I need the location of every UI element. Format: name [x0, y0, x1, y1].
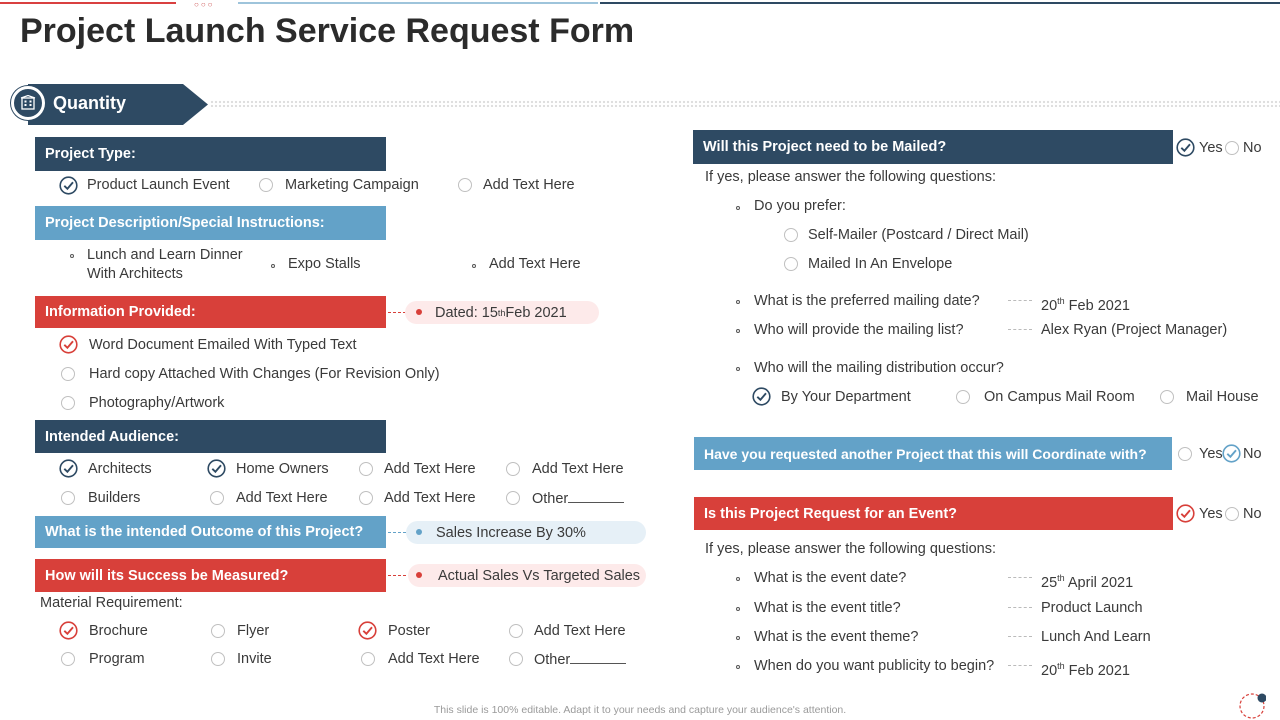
event-answer-suffix: April 2021	[1064, 574, 1134, 591]
material-option: Add Text Here	[388, 651, 480, 667]
bullet	[736, 300, 740, 304]
check-icon[interactable]	[59, 335, 78, 354]
prefer-question: Do you prefer:	[754, 198, 846, 214]
check-icon[interactable]	[1222, 444, 1241, 463]
outcome-header: What is the intended Outcome of this Project?	[35, 516, 386, 548]
check-icon[interactable]	[59, 621, 78, 640]
other-blank-line[interactable]	[568, 489, 624, 503]
description-item-3: Add Text Here	[489, 256, 581, 272]
top-dots-decoration: ○○○	[194, 0, 215, 9]
top-accent-blue	[238, 2, 598, 4]
dotted-divider	[210, 100, 1280, 107]
check-icon[interactable]	[752, 387, 771, 406]
mailing-list-question: Who will provide the mailing list?	[754, 322, 964, 338]
distribution-option-1: By Your Department	[781, 389, 911, 405]
radio-button[interactable]	[61, 491, 75, 505]
event-question: What is the event date?	[754, 570, 907, 586]
audience-option: Architects	[88, 461, 152, 477]
connector-dot	[416, 529, 422, 535]
connector-dot	[416, 572, 422, 578]
radio-button[interactable]	[506, 491, 520, 505]
radio-button[interactable]	[458, 178, 472, 192]
bullet	[70, 254, 74, 258]
connector-line	[1008, 577, 1032, 578]
audience-other-label: Other	[532, 491, 569, 507]
radio-button[interactable]	[359, 491, 373, 505]
event-answer	[1041, 657, 1130, 680]
project-type-header: Project Type:	[35, 137, 386, 171]
connector-line	[1008, 636, 1032, 637]
radio-button[interactable]	[784, 257, 798, 271]
audience-option: Home Owners	[236, 461, 329, 477]
material-option: Add Text Here	[534, 623, 626, 639]
event-answer-sup: th	[1057, 573, 1065, 583]
check-icon[interactable]	[59, 176, 78, 195]
intended-audience-header: Intended Audience:	[35, 420, 386, 453]
radio-button[interactable]	[259, 178, 273, 192]
other-blank-line[interactable]	[570, 650, 626, 664]
bullet	[271, 264, 275, 268]
building-icon	[11, 86, 45, 120]
audience-option: Add Text Here	[384, 461, 476, 477]
check-icon[interactable]	[1176, 504, 1195, 523]
event-intro: If yes, please answer the following questions:	[705, 541, 996, 557]
coordinate-yes-label: Yes	[1199, 446, 1223, 462]
radio-button[interactable]	[61, 652, 75, 666]
bullet	[736, 329, 740, 333]
radio-button[interactable]	[1160, 390, 1174, 404]
distribution-question: Who will the mailing distribution occur?	[754, 360, 1004, 376]
page-title: Project Launch Service Request Form	[20, 12, 635, 50]
description-item-1-line-1: Lunch and Learn Dinner	[87, 247, 243, 263]
quantity-banner-label: Quantity	[53, 93, 127, 113]
description-header: Project Description/Special Instructions:	[35, 206, 386, 240]
success-measured-header: How will its Success be Measured?	[35, 559, 386, 592]
radio-button[interactable]	[1225, 507, 1239, 521]
mailing-date-suffix: Feb 2021	[1064, 297, 1130, 314]
check-icon[interactable]	[207, 459, 226, 478]
radio-button[interactable]	[506, 462, 520, 476]
coordinate-no-label: No	[1243, 446, 1262, 462]
mailed-intro: If yes, please answer the following questions:	[705, 169, 996, 185]
bullet	[736, 206, 740, 210]
material-option: Flyer	[237, 623, 270, 639]
bullet	[736, 607, 740, 611]
dated-prefix: Dated: 15	[435, 304, 498, 321]
distribution-option-3: Mail House	[1186, 389, 1259, 405]
event-question: When do you want publicity to begin?	[754, 658, 995, 674]
prefer-option-2: Mailed In An Envelope	[808, 256, 953, 272]
audience-option: Add Text Here	[236, 490, 328, 506]
outcome-value-pill: Sales Increase By 30%	[406, 521, 646, 544]
description-item-1-line-2: With Architects	[87, 266, 183, 282]
mailed-no-label: No	[1243, 140, 1262, 156]
bullet	[736, 665, 740, 669]
information-provided-header: Information Provided:	[35, 296, 386, 328]
radio-button[interactable]	[210, 491, 224, 505]
connector-line	[1008, 665, 1032, 666]
radio-button[interactable]	[956, 390, 970, 404]
coordinate-header: Have you requested another Project that this will Coordinate with?	[694, 437, 1172, 470]
event-question: What is the event theme?	[754, 629, 919, 645]
radio-button[interactable]	[509, 652, 523, 666]
project-type-option-2: Marketing Campaign	[285, 177, 419, 193]
info-option-2: Hard copy Attached With Changes (For Revision Only)	[89, 366, 440, 382]
mailing-date-prefix: 20	[1041, 297, 1058, 314]
radio-button[interactable]	[784, 228, 798, 242]
event-answer	[1041, 569, 1133, 592]
event-answer-sup: th	[1057, 661, 1065, 671]
radio-button[interactable]	[1225, 141, 1239, 155]
top-accent-navy	[600, 2, 1280, 4]
bullet	[736, 636, 740, 640]
mailed-yes-label: Yes	[1199, 140, 1223, 156]
connector-dot	[416, 309, 422, 315]
mailing-list-answer: Alex Ryan (Project Manager)	[1041, 322, 1228, 338]
radio-button[interactable]	[61, 367, 75, 381]
material-option: Brochure	[89, 623, 148, 639]
material-other	[534, 650, 626, 669]
event-header: Is this Project Request for an Event?	[694, 497, 1173, 530]
audience-option: Add Text Here	[532, 461, 624, 477]
distribution-option-2: On Campus Mail Room	[984, 389, 1135, 405]
material-option: Poster	[388, 623, 430, 639]
bullet	[472, 264, 476, 268]
event-yes-label: Yes	[1199, 506, 1223, 522]
material-option: Program	[89, 651, 145, 667]
dated-suffix: Feb 2021	[505, 304, 567, 321]
radio-button[interactable]	[211, 652, 225, 666]
radio-button[interactable]	[61, 396, 75, 410]
success-value-pill: Actual Sales Vs Targeted Sales	[408, 564, 646, 587]
audience-option: Add Text Here	[384, 490, 476, 506]
dated-pill	[405, 301, 599, 324]
prefer-option-1: Self-Mailer (Postcard / Direct Mail)	[808, 227, 1029, 243]
mailed-header: Will this Project need to be Mailed?	[693, 130, 1173, 164]
bullet	[736, 367, 740, 371]
event-answer: Product Launch	[1041, 600, 1143, 616]
material-other-label: Other	[534, 652, 571, 668]
event-answer-prefix: 20	[1041, 662, 1058, 679]
connector-line	[1008, 300, 1032, 301]
connector-line	[1008, 607, 1032, 608]
check-icon[interactable]	[1176, 138, 1195, 157]
mailing-date-answer	[1041, 292, 1130, 315]
check-icon[interactable]	[59, 459, 78, 478]
event-answer: Lunch And Learn	[1041, 629, 1151, 645]
info-option-1: Word Document Emailed With Typed Text	[89, 337, 357, 353]
dated-sup: th	[497, 307, 506, 318]
material-requirement-label: Material Requirement:	[40, 595, 183, 611]
check-icon[interactable]	[358, 621, 377, 640]
project-type-option-1: Product Launch Event	[87, 177, 230, 193]
event-no-label: No	[1243, 506, 1262, 522]
radio-button[interactable]	[361, 652, 375, 666]
mailing-date-sup: th	[1057, 296, 1065, 306]
connector-line	[1008, 329, 1032, 330]
description-item-2: Expo Stalls	[288, 256, 361, 272]
bullet	[736, 577, 740, 581]
event-answer-prefix: 25	[1041, 574, 1058, 591]
event-question: What is the event title?	[754, 600, 901, 616]
radio-button[interactable]	[211, 624, 225, 638]
event-answer-suffix: Feb 2021	[1064, 662, 1130, 679]
material-option: Invite	[237, 651, 272, 667]
audience-option: Builders	[88, 490, 141, 506]
top-accent-red	[0, 2, 176, 4]
project-type-option-3: Add Text Here	[483, 177, 575, 193]
info-option-3: Photography/Artwork	[89, 395, 225, 411]
corner-decoration	[1238, 692, 1266, 720]
footer-note: This slide is 100% editable. Adapt it to your needs and capture your audience's attention.	[433, 704, 847, 716]
audience-other	[532, 489, 624, 508]
radio-button[interactable]	[509, 624, 523, 638]
radio-button[interactable]	[1178, 447, 1192, 461]
mailing-date-question: What is the preferred mailing date?	[754, 293, 980, 309]
radio-button[interactable]	[359, 462, 373, 476]
